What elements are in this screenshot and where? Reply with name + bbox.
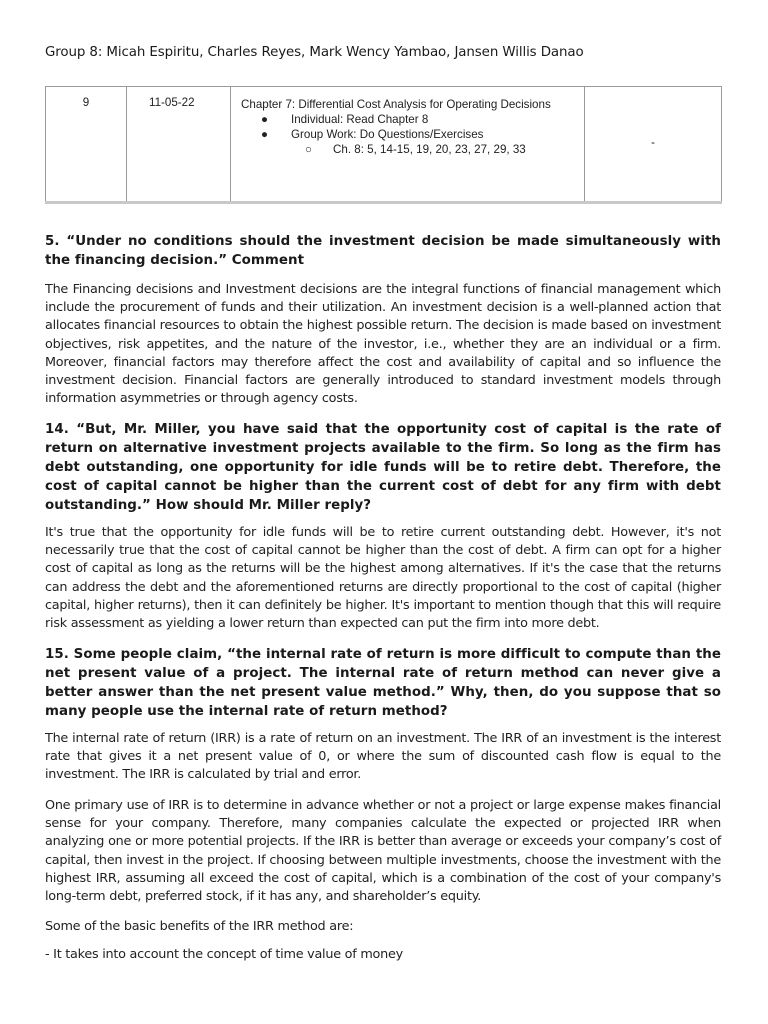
answer-15-benefit-1: - It takes into account the concept of time value of money bbox=[45, 947, 403, 962]
question-14: 14. “But, Mr. Miller, you have said that the opportunity cost of capital is the rate of return on alternative investment projects available to the firm. So long as the firm has debt outstanding, one opportunity for idle funds will be to retire debt. Therefore, the cost of capital cannot be higher than the current cost of debt for any firm with debt outstanding.” How should Mr. Miller reply? bbox=[45, 422, 721, 513]
hollow-bullet-icon: ○ bbox=[305, 143, 313, 156]
answer-15-paragraph-2: One primary use of IRR is to determine in advance whether or not a project or large expense makes financial sense for your company. Therefore, many companies calculate the expected or projected IRR when analyzing one or more potential projects. If the IRR is better than average or exceeds your company’s cost of capital, then invest in the project. If choosing between multiple investments, choose the investment with the highest IRR, assuming all exceed the cost of capital, which is a combination of the cost of your company's long-term debt, preferred stock, if it has any, and shareholder’s equity. bbox=[45, 798, 721, 905]
schedule-row bbox=[46, 87, 722, 204]
schedule-table bbox=[45, 86, 722, 204]
schedule-remarks: - bbox=[585, 87, 722, 204]
schedule-bullet-2 bbox=[241, 127, 584, 142]
sub-bullet-text: Ch. 8: 5, 14-15, 19, 20, 23, 27, 29, 33 bbox=[333, 143, 526, 156]
answer-15-paragraph-1: The internal rate of return (IRR) is a rate of return on an investment. The IRR of an investment is the interest rate that gives it a net present value of 0, or where the sum of discounted cash flow is equal to the investment. The IRR is calculated by trial and error. bbox=[45, 731, 721, 783]
schedule-number: 9 bbox=[46, 87, 127, 204]
bullet-text: Group Work: Do Questions/Exercises bbox=[291, 128, 484, 141]
bullet-text: Individual: Read Chapter 8 bbox=[291, 113, 429, 126]
question-15: 15. Some people claim, “the internal rate of return is more difficult to compute than the net present value of a project. The internal rate of return method can never give a better answer than the net present value method.” Why, then, do you suppose that so many people use the internal rate of return method? bbox=[45, 647, 721, 719]
bullet-dot-icon: ● bbox=[261, 128, 269, 141]
schedule-bullet-1 bbox=[241, 112, 584, 127]
answer-15-benefits-intro: Some of the basic benefits of the IRR method are: bbox=[45, 919, 354, 934]
table-divider bbox=[45, 201, 722, 204]
answer-5: The Financing decisions and Investment decisions are the integral functions of financial management which include the procurement of funds and their utilization. An investment decision is a well-planned action that allocates financial resources to obtain the highest possible return. The decision is made based on investment objectives, risk appetites, and the nature of the investor, i.e., whether they are an individual or a firm. Moreover, financial factors may therefore affect the cost and availability of capital and so influence the investment decision. Financial factors are generally introduced to standard investment models through information asymmetries or through agency costs. bbox=[45, 282, 721, 407]
bullet-dot-icon: ● bbox=[261, 113, 269, 126]
group-members-line: Group 8: Micah Espiritu, Charles Reyes, Mark Wency Yambao, Jansen Willis Danao bbox=[45, 45, 584, 60]
question-5: 5. “Under no conditions should the investment decision be made simultaneously with the financing decision.” Comment bbox=[45, 234, 721, 268]
schedule-description bbox=[231, 87, 585, 204]
answer-14: It's true that the opportunity for idle funds will be to retire current outstanding debt. However, it's not necessarily true that the cost of capital cannot be higher than the cost of debt. A firm can opt for a higher cost of capital as long as the returns will be the highest among alternatives. If it's the case that the returns can address the debt and the aforementioned returns are directly proportional to the cost of capital (higher capital, higher returns), then it can definitely be higher. It's important to mention though that this will require risk assessment as yielding a lower return than expected can put the firm into more debt. bbox=[45, 525, 721, 632]
schedule-sub-bullet bbox=[241, 142, 584, 157]
schedule-title: Chapter 7: Differential Cost Analysis for Operating Decisions bbox=[241, 98, 551, 111]
schedule-date: 11-05-22 bbox=[127, 87, 231, 204]
